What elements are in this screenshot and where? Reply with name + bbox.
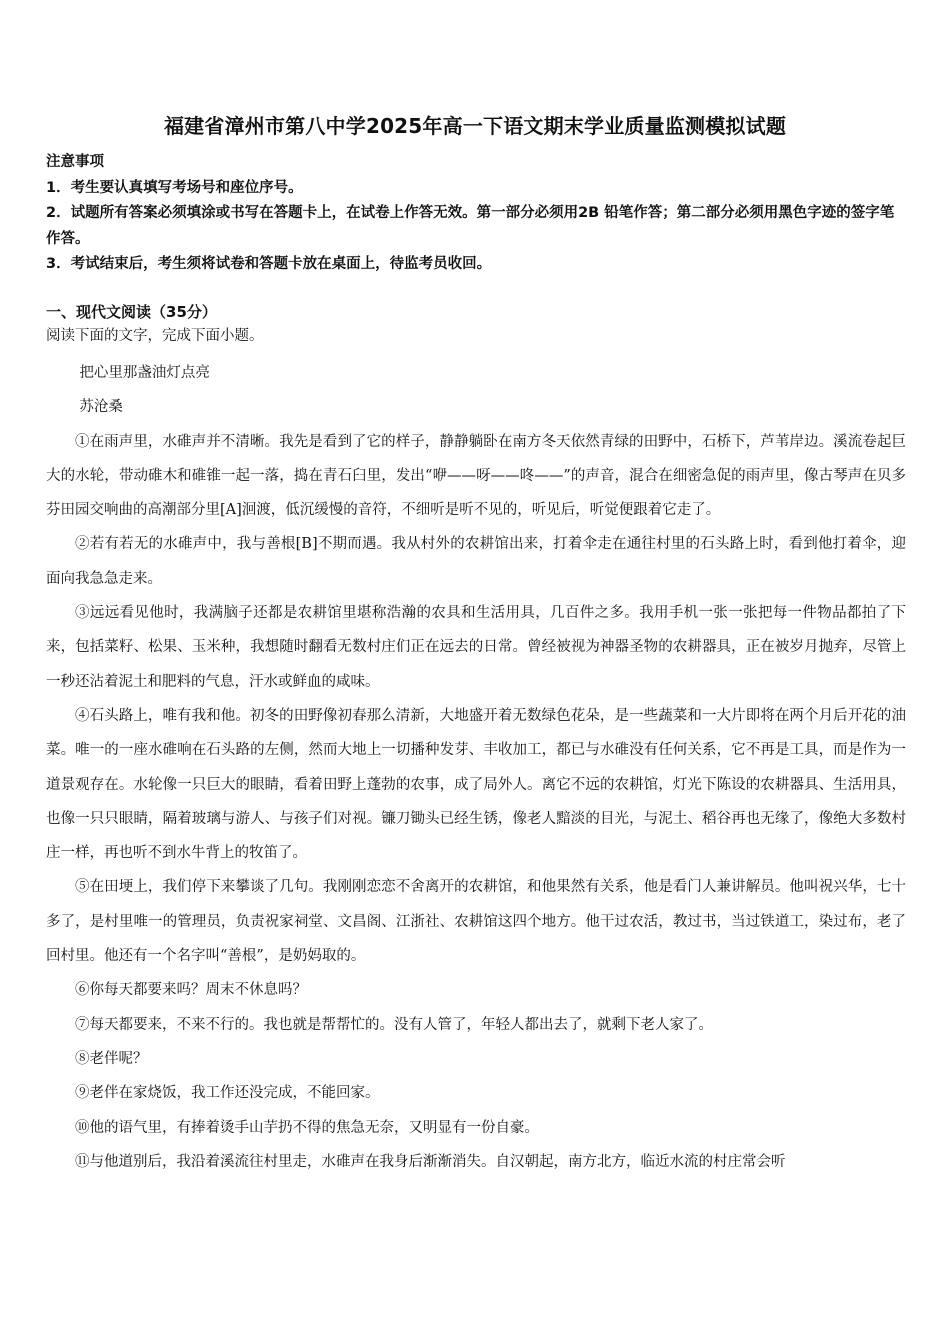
article-paragraph: ⑥你每天都要来吗？周末不休息吗？ bbox=[75, 982, 307, 999]
article-paragraph: ⑧老伴呢？ bbox=[75, 1050, 148, 1067]
article-paragraph: ⑤在田埂上，我们停下来攀谈了几句。我刚刚恋恋不舍离开的农耕馆，和他果然有关系，他是看门人兼讲解员。他叫祝兴华，七十多了，是村里唯一的管理员，负责祝家祠堂、文昌阁、江浙社、农耕馆这四个地方。他干过农活，教过书，当过铁道工，染过布，老了回村里。他还有一个名字叫“善根”，是奶妈取的。 bbox=[46, 879, 906, 965]
article-paragraph: ②若有若无的水碓声中，我与善根[B]不期而遇。我从村外的农耕馆出来，打着伞走在通往村里的石头路上时，看到他打着伞，迎面向我急急走来。 bbox=[46, 536, 906, 587]
notice-item: 3．考试结束后，考生须将试卷和答题卡放在桌面上，待监考员收回。 bbox=[46, 256, 492, 272]
article-paragraph: ⑦每天都要来，不来不行的。我也就是帮帮忙的。没有人管了，年轻人都出去了，就剩下老人家了。 bbox=[75, 1016, 713, 1033]
exam-title: 福建省漳州市第八中学2025年高一下语文期末学业质量监测模拟试题 bbox=[163, 114, 787, 138]
article-paragraph: ⑪与他道别后，我沿着溪流往村里走，水碓声在我身后渐渐消失。自汉朝起，南方北方，临近水流的村庄常会听 bbox=[75, 1153, 786, 1170]
reading-article bbox=[46, 356, 906, 1179]
notice-item: 1．考生要认真填写考场号和座位序号。 bbox=[46, 179, 303, 196]
article-title: 把心里那盏油灯点亮 bbox=[79, 365, 210, 381]
article-paragraph: ①在雨声里，水碓声并不清晰。我先是看到了它的样子，静静躺卧在南方冬天依然青绿的田野中，石桥下，芦苇岸边。溪流卷起巨大的水轮，带动碓木和碓锥一起一落，捣在青石臼里，发出“咿——呀——咚——”的声音，混合在细密急促的雨声里，像古琴声在贝多芬田园交响曲的高潮部分里[A]洄渡，低沉缓慢的音符，不细听是听不见的，听见后，听觉便跟着它走了。 bbox=[46, 433, 906, 519]
article-paragraph: ⑨老伴在家烧饭，我工作还没完成，不能回家。 bbox=[75, 1085, 380, 1102]
section-instruction: 阅读下面的文字，完成下面小题。 bbox=[46, 328, 264, 344]
notice-item: 2．试题所有答案必须填涂或书写在答题卡上，在试卷上作答无效。第一部分必须用2B 铅笔作答；第二部分必须用黑色字迹的签字笔作答。 bbox=[46, 205, 895, 247]
notice-heading: 注意事项 bbox=[46, 154, 104, 170]
section-header bbox=[46, 300, 906, 348]
article-paragraph: ③远远看见他时，我满脑子还都是农耕馆里堪称浩瀚的农具和生活用具，几百件之多。我用手机一张一张把每一件物品都拍了下来，包括菜籽、松果、玉米种，我想随时翻看无数村庄们正在远去的日常。曾经被视为神器圣物的农耕器具，正在被岁月抛弃，尽管上一秒还沾着泥土和肥料的气息，汗水或鲜血的咸味。 bbox=[46, 605, 906, 690]
article-paragraph: ④石头路上，唯有我和他。初冬的田野像初春那么清新，大地盛开着无数绿色花朵，是一些蔬菜和一大片即将在两个月后开花的油菜。唯一的一座水碓响在石头路的左侧，然而大地上一切播种发芽、丰收加工，都已与水碓没有任何关系，它不再是工具，而是作为一道景观存在。水轮像一只巨大的眼睛，看着田野上蓬勃的农事，成了局外人。离它不远的农耕馆，灯光下陈设的农耕器具、生活用具，也像一只只眼睛，隔着玻璃与游人、与孩子们对视。镰刀锄头已经生锈，像老人黯淡的目光，与泥土、稻谷再也无缘了，像绝大多数村庄一样，再也听不到水牛背上的牧笛了。 bbox=[46, 707, 906, 862]
article-paragraph: ⑩他的语气里，有捧着烫手山芋扔不得的焦急无奈，又明显有一份自豪。 bbox=[75, 1119, 539, 1136]
article-author: 苏沧桑 bbox=[79, 399, 123, 416]
section-title: 一、现代文阅读（35分） bbox=[46, 303, 217, 321]
notice-block bbox=[46, 150, 906, 278]
